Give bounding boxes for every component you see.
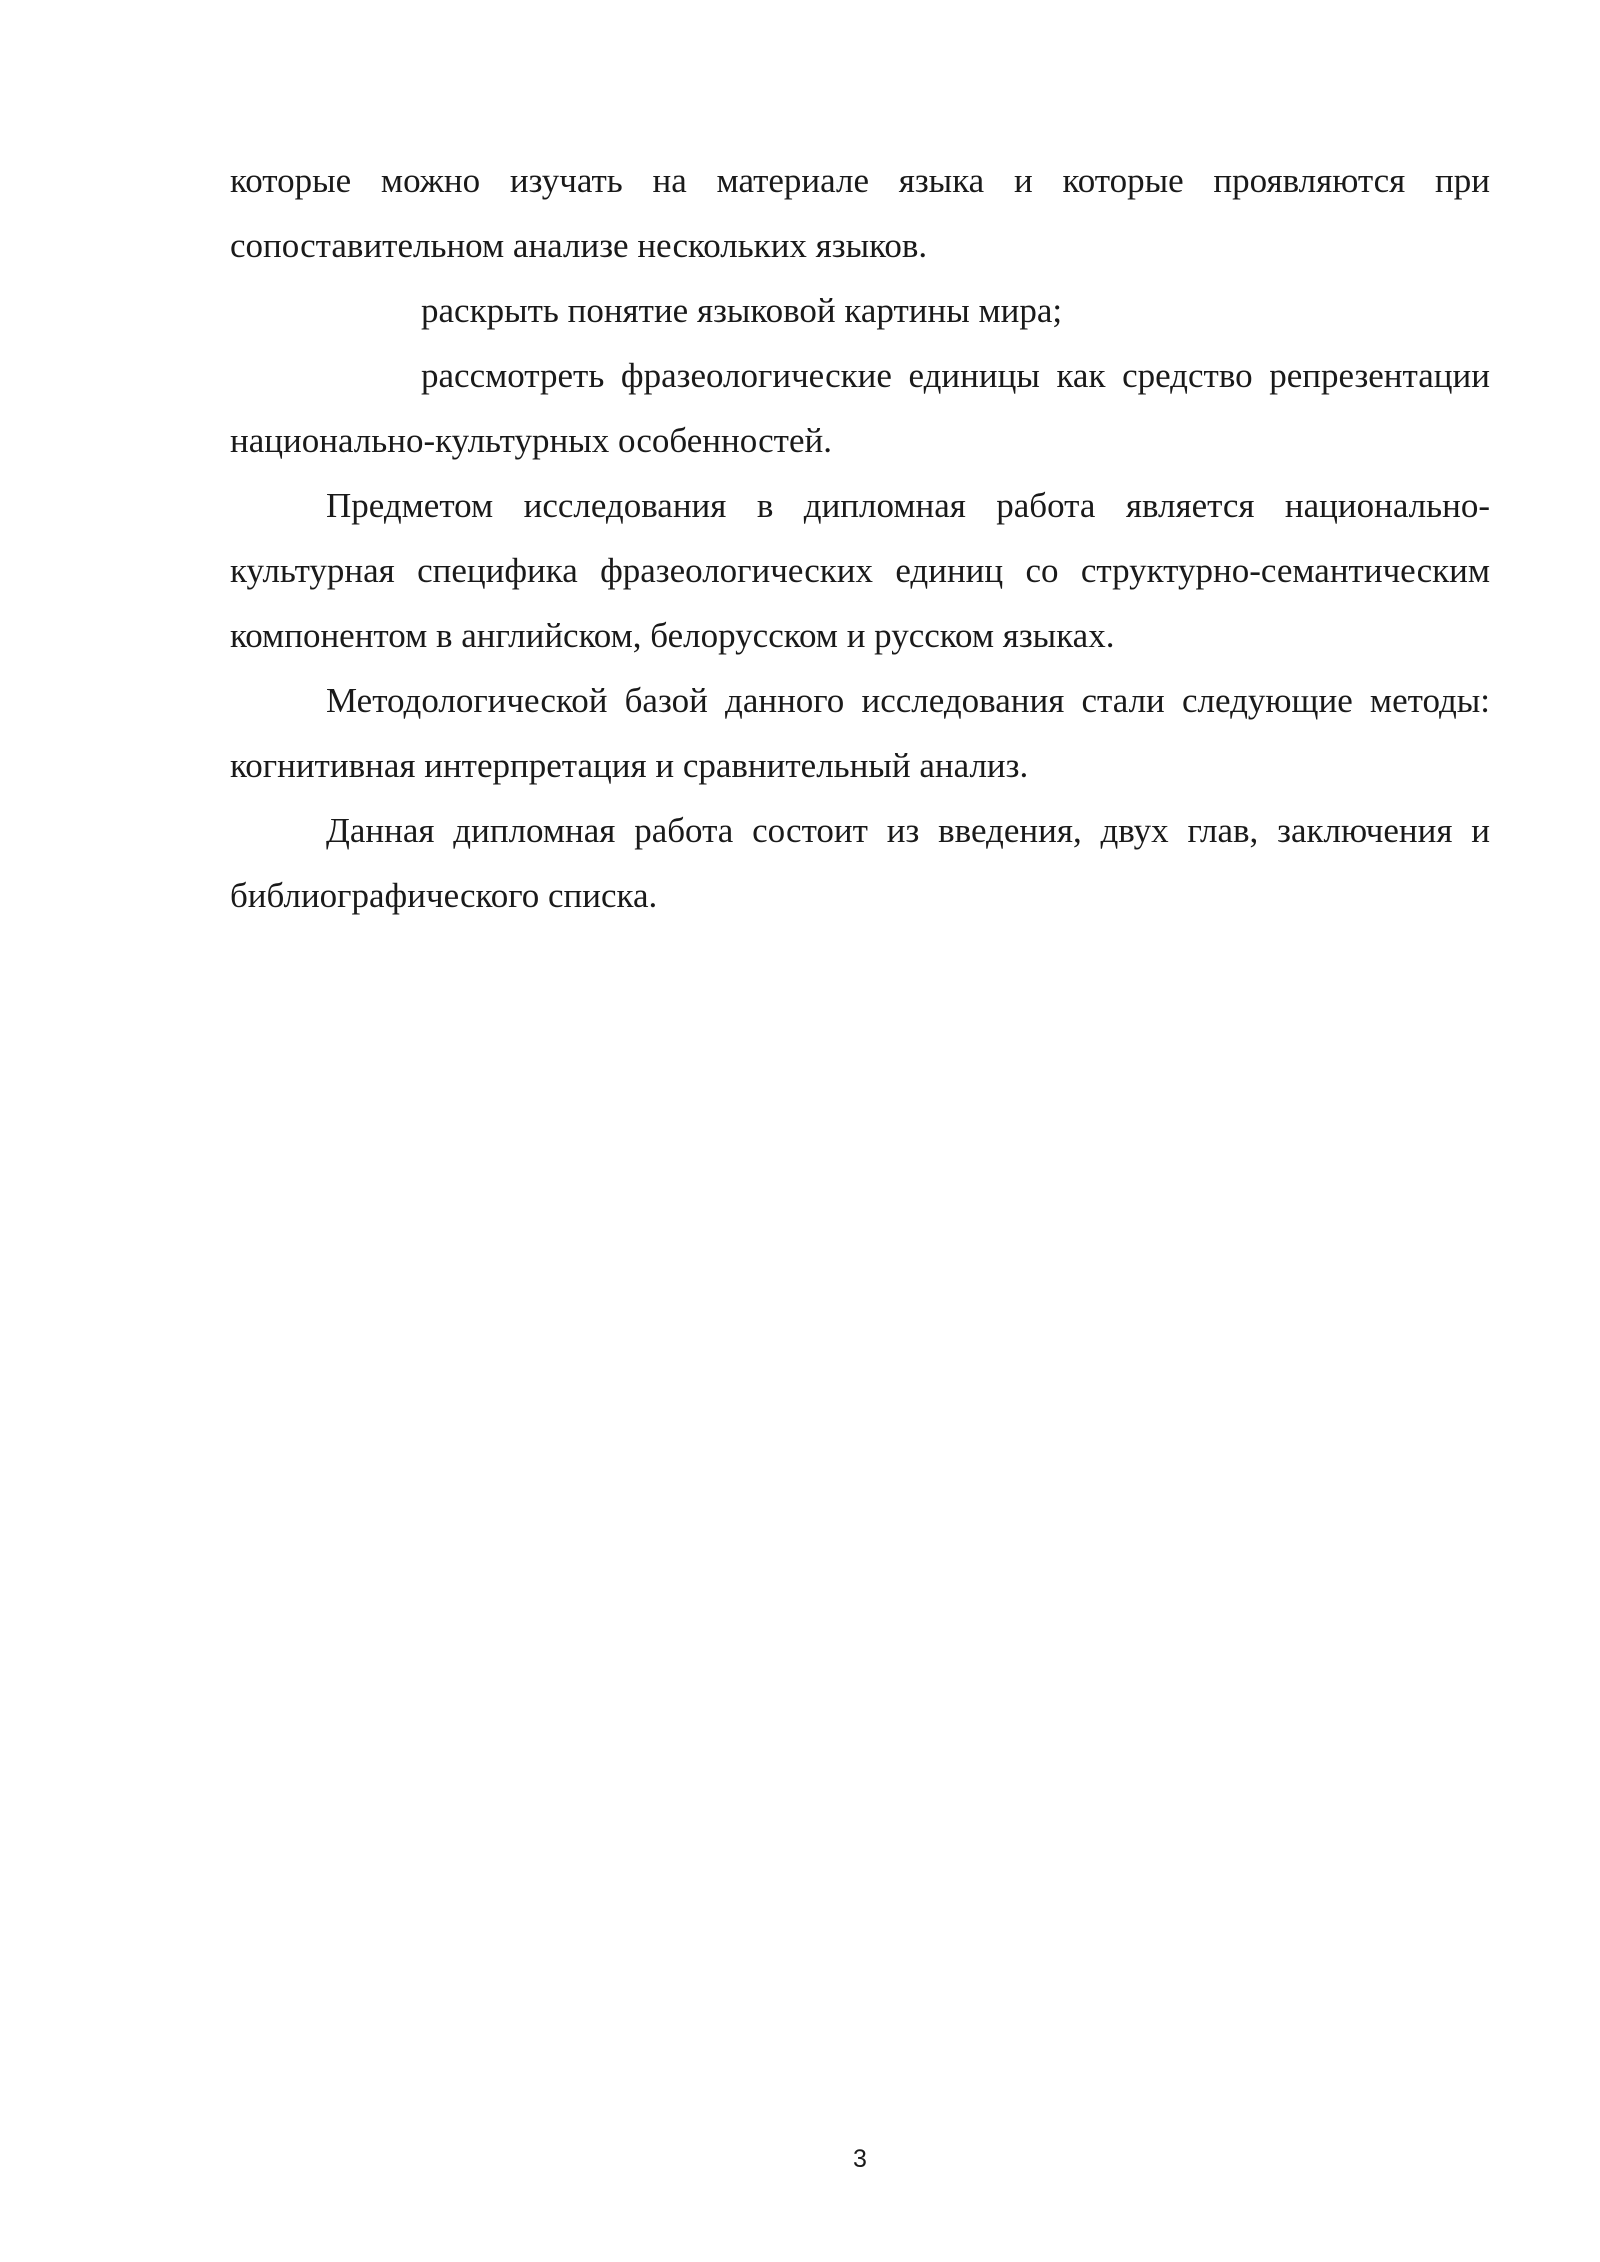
list-item-language-picture: раскрыть понятие языковой картины мира; xyxy=(421,291,1063,330)
paragraph-continuation: которые можно изучать на материале языка и которые проявляются при сопоставительном анализе нескольких языков. xyxy=(230,161,1490,265)
paragraph-structure: Данная дипломная работа состоит из введения, двух глав, заключения и библиографического списка. xyxy=(230,811,1490,915)
page-number: 3 xyxy=(853,2145,867,2173)
paragraph-subject: Предметом исследования в дипломная работа является национально-культурная специфика фразеологических единиц со структурно-семантическим компонентом в английском, белорусском и русском языках. xyxy=(230,486,1490,655)
list-item-phraseological-units: рассмотреть фразеологические единицы как средство репрезентации национально-культурных особенностей. xyxy=(230,356,1490,460)
paragraph-methodology: Методологической базой данного исследования стали следующие методы: когнитивная интерпретация и сравнительный анализ. xyxy=(230,681,1490,785)
body-text xyxy=(230,148,1490,928)
